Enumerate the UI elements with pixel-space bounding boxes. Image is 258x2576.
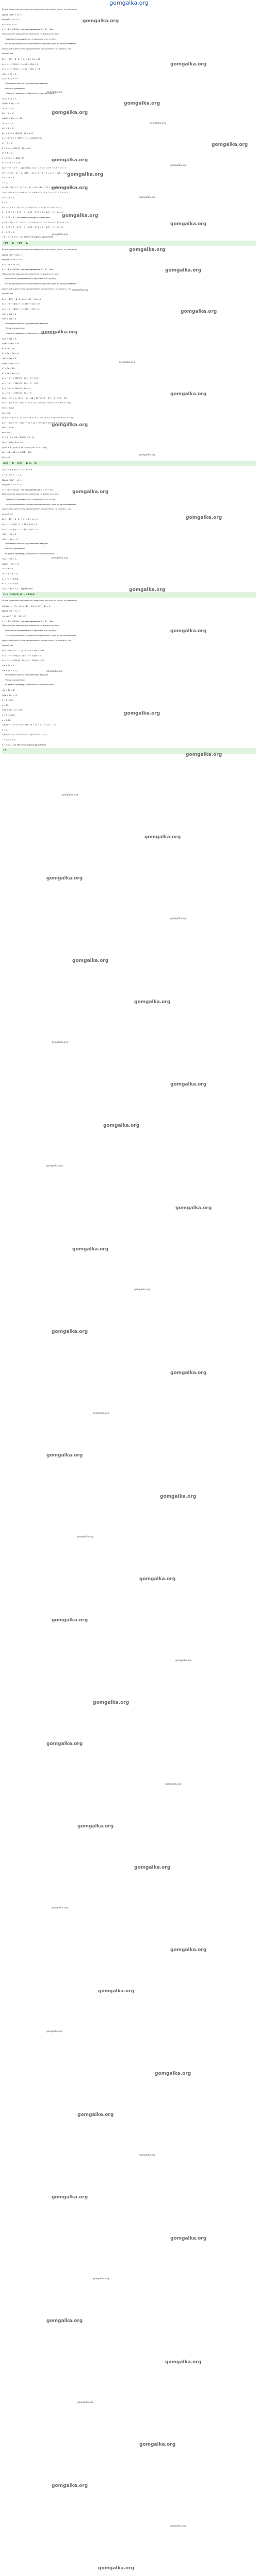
- math-line: x₄ = (−6 − √100)/(2 · 1) = −8: [2, 392, 31, 395]
- math-line: x₂ = −√3 = −1,732 ...: [2, 161, 24, 164]
- math-line: Пусть √(2x² + 3) = t: [2, 13, 23, 16]
- bullet-line: • вычислить дискриминант и сравнить его с нулём;: [2, 629, 256, 634]
- bullet-line: • Возведите обе части уравнения в квадрат.: [2, 81, 256, 87]
- math-line: (√(x + 1))² = (−2,5)²,: [2, 708, 23, 711]
- math-line: 2x² − 6 = 0,: [2, 112, 14, 115]
- watermark: gomgalka.org: [134, 1288, 151, 1291]
- watermark: gomgalka.org: [103, 1123, 140, 1128]
- math-line: 3 − 2√3 + 1 + 2√3 − 2 − 2√(3 − 2√3 + 1 + 2√3 − 2 + 3) = 3,: [2, 211, 63, 214]
- math-line: Пусть √(x + 1) = t: [2, 609, 21, 613]
- watermark: gomgalka.org: [170, 164, 187, 166]
- watermark: gomgalka.org: [165, 1783, 182, 1785]
- math-line: x₁ = (−6 + √180)/(2 · 1) = −3 + 3√5,: [2, 377, 39, 380]
- bullet-line: • Сделать проверку, отбросив посторонние корни.: [2, 683, 256, 688]
- watermark: gomgalka.org: [98, 1989, 135, 1994]
- bullet-line: • Сделать проверку, отбросив посторонние корни.: [2, 91, 256, 96]
- text-line: Если в уравнении переменная содержится под знаком корня, то уравнение: [2, 600, 77, 602]
- bullet-line: • если дискриминант положителен или равен нулю, то воспользоваться: [2, 42, 256, 47]
- bullet-line: • Решить уравнение.: [2, 326, 256, 331]
- math-line: x² − 3 = 0,: [2, 142, 13, 145]
- watermark: gomgalka.org: [52, 2195, 88, 2200]
- math-line: тогда t² − t − 2 = 0,: [2, 483, 23, 486]
- watermark: gomgalka.org: [170, 917, 187, 920]
- math-line: x² + 6x − 36 = 0,: [2, 352, 20, 355]
- watermark: gomgalka.org: [170, 1082, 207, 1087]
- math-line: t₂ = (10 − √4)/(2 · 1) = (10 − 2)/2 = 4: [2, 308, 40, 311]
- watermark: gomgalka.org: [134, 1865, 171, 1870]
- math-line: (−3√5 − 3)² + 6 · (−3√5 − 3) + 24 = 10√((−3√5 − 3)² + 6 · (−3√5 − 3)),: [2, 416, 74, 419]
- math-line: √(x² + 6x) = 6,: [2, 312, 17, 315]
- math-line: t₁ = (3 + √169)/(2 · 2) = (3 + 13)/4 = 4,: [2, 654, 42, 657]
- math-line: 45 + 18√5 + 9 − 18√5 − 18 + 24 = 10√(45 + 18√5 + 9 − 18√5 − 18),: [2, 421, 72, 424]
- text-line: корней нет: [2, 53, 13, 55]
- math-line: √(2x² + 3) = 3,: [2, 72, 17, 75]
- math-line: тогда 2t² − 3t − 20 = 0,: [2, 615, 26, 618]
- math-line: x = (−0 ± √12)/(2 · 1) = ±√3: [2, 146, 31, 149]
- text-line: формулой корней, если дискриминант отрицателен, то записать, что: [2, 639, 71, 642]
- watermark: gomgalka.org: [93, 1412, 109, 1414]
- watermark: gomgalka.org: [119, 361, 135, 363]
- answer-line: 15.: [2, 748, 256, 754]
- text-line: корней нет: [2, 293, 13, 295]
- math-line: x² + 6x − 16 = 0,: [2, 371, 20, 375]
- math-line: x² + 6x = 36,: [2, 347, 15, 350]
- watermark: gomgalka.org: [170, 629, 207, 634]
- math-line: √(x² + 6x) = 4: [2, 317, 17, 320]
- text-line: корней нет: [2, 644, 13, 647]
- bullet-line: • если дискриминант положителен или равен нулю, то воспользоваться: [2, 633, 256, 638]
- text-line: формулой корней, если дискриминант отрицателен, то записать, что: [2, 508, 71, 511]
- math-line: 40 = 40: [2, 455, 10, 459]
- math-line: (−√10 − 1)² + 2 · (−√10 − 1) − 2√(−√10 − 1)² + 2(−√10 − 1) + 3 = 3: [2, 186, 72, 189]
- text-line: При решении квадратного уравнения по формуле нужно:: [2, 493, 59, 496]
- math-line: √(2x² − x) = −1: [2, 537, 18, 540]
- math-line: 3/(√(x+1) − 1) + (2√(x+1) − 1)/(√(x+1) − 1) = 5,: [2, 604, 51, 607]
- math-line: 3/(√6,25 − 1) + (2√6,25 − 1)/(√6,25 − 1) = 5,: [2, 733, 47, 736]
- bullet-line: • Возведите обе части уравнения в квадрат.: [2, 541, 256, 547]
- bullet-line: • Возведите обе части уравнения в квадрат.: [2, 321, 256, 327]
- watermark: gomgalka.org: [129, 587, 166, 592]
- watermark: gomgalka.org: [52, 110, 88, 115]
- watermark: gomgalka.org: [93, 1700, 130, 1705]
- math-line: Пусть √(2x² − x) = t: [2, 478, 23, 481]
- math-line: √(x² + 6x) = 6,: [2, 337, 17, 340]
- math-line: √(2x² + 3) = 3,: [2, 97, 17, 100]
- math-line: x = 5,25 — не является корнем уравнения.: [2, 743, 47, 746]
- math-line: D = (−1)² − 4 · 1 · (−2) = 1 + 8 = 9: [2, 518, 38, 521]
- watermark: gomgalka.org: [160, 1494, 197, 1499]
- math-line: (√(2x² − x))² = 2²,: [2, 562, 20, 565]
- bullet-line: • вычислить дискриминант и сравнить его с нулём;: [2, 497, 256, 502]
- math-line: тогда t² − 2t = 3,: [2, 18, 20, 21]
- watermark: gomgalka.org: [72, 489, 109, 495]
- math-line: 2x² + 3 = 1,: [2, 122, 14, 125]
- watermark: gomgalka.org: [62, 213, 99, 218]
- math-line: t₁ = (2 + √16)/(2 · 1) = (2 + 4)/2 = 3,: [2, 62, 39, 65]
- watermark: gomgalka.org: [46, 91, 63, 93]
- math-line: Пусть √(x² + 6x) = t: [2, 253, 23, 256]
- math-line: √(x² + 6x) = 4,: [2, 357, 17, 360]
- math-line: √(2x² − x) = 2,: [2, 533, 17, 536]
- bullet-line: • Сделать проверку, отбросив посторонние корни.: [2, 552, 256, 557]
- math-line: √(2x² − x) = 2,: [2, 557, 17, 561]
- bullet-line: • Решить уравнение.: [2, 678, 256, 683]
- math-line: −1 = 3, −1 ≠ 3 — не является корнем уравнения.: [2, 235, 54, 239]
- math-line: 60 = 10√36,: [2, 406, 14, 409]
- math-line: 2 + 4/1,5 ≠ 5,: [2, 738, 16, 741]
- watermark: gomgalka.org: [46, 2030, 63, 2032]
- watermark: gomgalka.org: [124, 711, 160, 716]
- math-line: t = (−b ± √D)/2a , где дискриминант D = b² − 4ac: [2, 28, 54, 31]
- text-line: формулой корней, если дискриминант отрицателен, то записать, что: [2, 47, 71, 50]
- math-line: тогда t² + 24 = 10t,: [2, 258, 22, 261]
- math-line: √(2x² − x + 4)/2 = 3 − 2x² + x ...: [2, 468, 35, 471]
- math-line: (√(x² + 6x))² = 4²,: [2, 362, 20, 365]
- math-line: x² + 6x = 16,: [2, 367, 15, 370]
- text-line: При решении квадратного уравнения по формуле нужно:: [2, 624, 59, 627]
- math-line: (√(2x² + 3))² = (−1)²,: [2, 117, 23, 120]
- watermark: gomgalka.org: [139, 2442, 176, 2447]
- math-line: 2² + 6 · 2 + 24 = 10√(2² + 6 · 2),: [2, 436, 35, 439]
- watermark: gomgalka.org: [77, 2112, 114, 2117]
- answer-line: 3√5 − 3; −3√5 − 3; 2; −8.: [2, 461, 256, 466]
- math-line: x = 15,: [2, 703, 9, 706]
- bullet-line: • вычислить дискриминант и сравнить его с нулём;: [2, 277, 256, 282]
- math-line: 60 = 60,: [2, 411, 11, 414]
- math-line: (√(2x² + 3))² = 3²,: [2, 102, 20, 105]
- text-line: формулой корней, если дискриминант отрицателен, то записать, что: [2, 287, 71, 290]
- watermark: gomgalka.org: [212, 142, 248, 147]
- math-line: 2x² − x = 4,: [2, 567, 14, 570]
- site-title[interactable]: gomgalka.org: [109, 0, 149, 6]
- watermark: gomgalka.org: [93, 2277, 109, 2280]
- math-line: 3 = 3,: [2, 201, 8, 204]
- watermark: gomgalka.org: [52, 185, 88, 191]
- watermark: gomgalka.org: [165, 268, 202, 273]
- watermark: gomgalka.org: [165, 2360, 202, 2365]
- math-line: 10 − 2√(10 − 1) − 2 · √(10 − 1) = 10 − 6 − 2 = 2, 2 − 2√1 ... = 3: [2, 171, 67, 174]
- watermark: gomgalka.org: [170, 1947, 207, 1953]
- watermark: gomgalka.org: [52, 1618, 88, 1623]
- math-line: t² − 2t − 3 = 0,: [2, 23, 18, 26]
- watermark: gomgalka.org: [170, 392, 207, 397]
- math-line: 2x² − x − 4 = 0,: [2, 572, 19, 575]
- math-line: x² + 1 = 0,: [2, 151, 13, 155]
- watermark: gomgalka.org: [170, 2236, 207, 2241]
- math-line: (√3)² − 2 · √3 + ... проверка: 2√(2 · 3 + 3) = 2√9 = 6, 6 − 3 = 3: [2, 166, 66, 169]
- math-line: x + 1 = 6,25,: [2, 713, 15, 716]
- math-line: x = (−0 ± √−4)/(2 · 1): [2, 156, 24, 159]
- bullet-line: • Решить уравнение.: [2, 87, 256, 92]
- watermark: gomgalka.org: [181, 309, 217, 314]
- watermark: gomgalka.org: [46, 876, 83, 881]
- watermark: gomgalka.org: [139, 2154, 156, 2156]
- watermark: gomgalka.org: [46, 2318, 83, 2324]
- watermark: gomgalka.org: [155, 2071, 191, 2076]
- math-line: x₁,₂ = (−0 ± √48)/(2 · 2) = ±√3,: [2, 131, 34, 134]
- watermark: gomgalka.org: [170, 62, 207, 67]
- math-line: t₂ = (1 − √9)/(2 · 1) = (1 − 3)/2 = −1: [2, 528, 39, 531]
- watermark: gomgalka.org: [98, 2566, 135, 2571]
- solution-page: [2, 7, 256, 2576]
- watermark: gomgalka.org: [170, 1370, 207, 1376]
- watermark: gomgalka.org: [77, 1824, 114, 1829]
- watermark: gomgalka.org: [67, 172, 104, 177]
- watermark: gomgalka.org: [46, 1453, 83, 1458]
- math-line: 2 − x · 2x² + ... = 2,: [2, 473, 22, 477]
- watermark: gomgalka.org: [175, 1659, 192, 1662]
- text-line: Если в уравнении переменная содержится под знаком корня, то уравнение: [2, 248, 77, 250]
- watermark: gomgalka.org: [129, 247, 166, 252]
- math-line: √(x + 1) = −2,5: [2, 669, 18, 672]
- math-line: t = (−b ± √D)/2a , где дискриминант D = b² − 4ac: [2, 619, 54, 622]
- math-line: 3 = 3,: [2, 181, 8, 184]
- math-line: x₂ = (−6 − √180)/(2 · 1) = −3 − 3√5,: [2, 381, 39, 384]
- watermark: gomgalka.org: [52, 2483, 88, 2488]
- watermark: gomgalka.org: [72, 289, 89, 291]
- math-line: 2 − 2√5 = 3,: [2, 230, 15, 233]
- math-line: x₃ = (−6 + √100)/(2 · 1) = 2,: [2, 386, 30, 389]
- watermark: gomgalka.org: [139, 453, 156, 456]
- bullet-line: • вычислить дискриминант и сравнить его с нулём;: [2, 37, 256, 42]
- watermark: gomgalka.org: [62, 793, 78, 796]
- math-line: 2x² + 2 = 0,: [2, 127, 14, 130]
- text-line: При решении квадратного уравнения по формуле нужно:: [2, 32, 59, 35]
- math-line: (−8)² + 6 · (−8) + 24 = 10√((−8)² + 6 · (−8)),: [2, 446, 47, 449]
- math-line: (−√3 − 1)² + 2 · (−√3 − 1) − 2√((−√3 − 1)² + 2(−√3 − 1) + 3) = 3,: [2, 221, 69, 224]
- math-line: D = (−2)² − 4 · 1 · (−3) = 4 + 12 = 16: [2, 57, 40, 60]
- watermark: gomgalka.org: [186, 752, 222, 757]
- math-line: t² − 10t + 24 = 0,: [2, 263, 20, 266]
- watermark: gomgalka.org: [186, 515, 222, 520]
- math-line: (√(x² + 6x))² = 6²,: [2, 342, 20, 345]
- watermark: gomgalka.org: [52, 233, 68, 235]
- watermark: gomgalka.org: [144, 835, 181, 840]
- math-line: t₁ = (1 + √9)/(2 · 1) = (1 + 3)/2 = 2,: [2, 522, 38, 526]
- math-line: 9 − 2√9 = 3,: [2, 196, 15, 199]
- text-line: Если в уравнении переменная содержится под знаком корня, то уравнение: [2, 8, 77, 10]
- watermark: gomgalka.org: [83, 19, 119, 24]
- bullet-line: • если дискриминант положителен или равен нулю, то воспользоваться: [2, 502, 256, 507]
- math-line: √(2x² − x) = −1 — корней нет: [2, 587, 33, 590]
- math-line: 3 + 2√3 + 1 − 2√3 − 2 − 2√(3 + 2√3 + 1 − 2√3 − 2 + 3) = 3,: [2, 226, 63, 229]
- math-line: (√3 − 1)² + 2 · (√3 − 1) − 2√((√3 − 1)² + 2(√3 − 1) + 3) = 3,: [2, 206, 62, 209]
- watermark: gomgalka.org: [139, 1577, 176, 1582]
- answer-line: (1 + √33)/4; (1 − √33)/4.: [2, 592, 256, 598]
- math-line: 10 + 2√10 + 1 − 2√10 − 2 − 2√(10 + 2√10 + 1 − 2√10 − 2 + 3) = 3,: [2, 191, 71, 194]
- math-line: (3√5 − 3)² + 6 · (3√5 − 3) + 24 = 10√((3√5 − 3)² + 6 · (3√5 − 3)),: [2, 396, 68, 399]
- text-line: корней нет: [2, 513, 13, 515]
- math-line: 60 = 10√36,: [2, 426, 14, 429]
- watermark: gomgalka.org: [52, 1329, 88, 1334]
- math-line: 40 = 10√16, 40 = 40,: [2, 441, 24, 444]
- text-line: При решении квадратного уравнения по формуле нужно:: [2, 273, 59, 275]
- watermark: gomgalka.org: [170, 222, 207, 227]
- math-line: t = (−b ± √D)/2a , где дискриминант D = b² − 4ac: [2, 488, 54, 491]
- watermark: gomgalka.org: [124, 101, 160, 106]
- math-line: D = (−10)² − 4 · 1 · 24 = 100 − 96 = 4: [2, 297, 41, 300]
- watermark: gomgalka.org: [52, 422, 88, 428]
- watermark: gomgalka.org: [46, 670, 63, 672]
- math-line: D = (−3)² − 4 · 2 · (−20) = 9 + 160 = 169: [2, 649, 44, 652]
- math-line: x₁ = (1 + √33)/4,: [2, 577, 19, 580]
- watermark: gomgalka.org: [150, 122, 166, 124]
- math-line: √(x + 1) = 4,: [2, 688, 15, 691]
- math-line: √(x + 1) = 4,: [2, 664, 15, 667]
- math-line: x₂ = (1 − √33)/4,: [2, 582, 19, 585]
- math-line: 3/(√16 − 1) + (2√16 − 1)/(√16 − 1) = 5, 1 + 7/3 ... = 5: [2, 723, 57, 726]
- watermark: gomgalka.org: [52, 1041, 68, 1043]
- answer-line: √10 − 1; −√10 − 1.: [2, 241, 256, 246]
- watermark: gomgalka.org: [77, 1535, 94, 1538]
- math-line: t₂ = (3 − √169)/(2 · 2) = (3 − 13)/4 = −2,5: [2, 659, 44, 662]
- math-line: x₁,₂ = (−0 ± √−16)/(2 · 2) — корней нет: [2, 137, 42, 140]
- bullet-line: • Решить уравнение.: [2, 547, 256, 552]
- watermark: gomgalka.org: [52, 556, 68, 559]
- watermark: gomgalka.org: [52, 158, 88, 163]
- watermark: gomgalka.org: [72, 1247, 109, 1252]
- math-line: √(2x² + 3) = −1: [2, 77, 18, 80]
- bullet-line: • Возведите обе части уравнения в квадрат.: [2, 673, 256, 678]
- bullet-line: • если дискриминант положителен или равен нулю, то воспользоваться: [2, 282, 256, 287]
- watermark: gomgalka.org: [134, 999, 171, 1005]
- math-line: 2x² + 3 = 9,: [2, 107, 14, 110]
- math-line: (√(x + 1))² = 4²,: [2, 693, 18, 697]
- math-line: 9 − 2√9 = 3: [2, 176, 14, 179]
- math-line: 64 − 48 + 24 = 10√(64 − 48),: [2, 451, 32, 454]
- math-line: 60 = 60,: [2, 431, 11, 434]
- watermark: gomgalka.org: [52, 1906, 68, 1909]
- watermark: gomgalka.org: [175, 1206, 212, 1211]
- math-line: t = (−b ± √D)/2a , где дискриминант D = b² − 4ac: [2, 268, 54, 271]
- watermark: gomgalka.org: [170, 2524, 187, 2527]
- bullet-line: • Сделать проверку, отбросив посторонние корни.: [2, 331, 256, 336]
- watermark: gomgalka.org: [77, 2401, 94, 2403]
- math-line: t₁ = (10 + √4)/(2 · 1) = (10 + 2)/2 = 6,: [2, 302, 40, 306]
- watermark: gomgalka.org: [46, 1741, 83, 1747]
- watermark: gomgalka.org: [139, 196, 156, 198]
- math-line: 45 − 18√5 + 9 + 18√5 − 18 + 24 = 10√(45 − 18√5 + 9 + 18√5 − 18),: [2, 401, 72, 404]
- watermark: gomgalka.org: [46, 1164, 63, 1167]
- math-line: 5 = 5,: [2, 728, 8, 731]
- watermark: gomgalka.org: [41, 330, 78, 335]
- watermark: gomgalka.org: [72, 958, 109, 963]
- math-line: 2 − 2√5 = 3 — не является корнем уравнения: [2, 215, 50, 218]
- math-line: x = 5,25,: [2, 718, 11, 721]
- math-line: t₂ = (2 − √16)/(2 · 1) = (2 − 4)/2 = −1: [2, 67, 40, 71]
- math-line: x + 1 = 16,: [2, 699, 13, 702]
